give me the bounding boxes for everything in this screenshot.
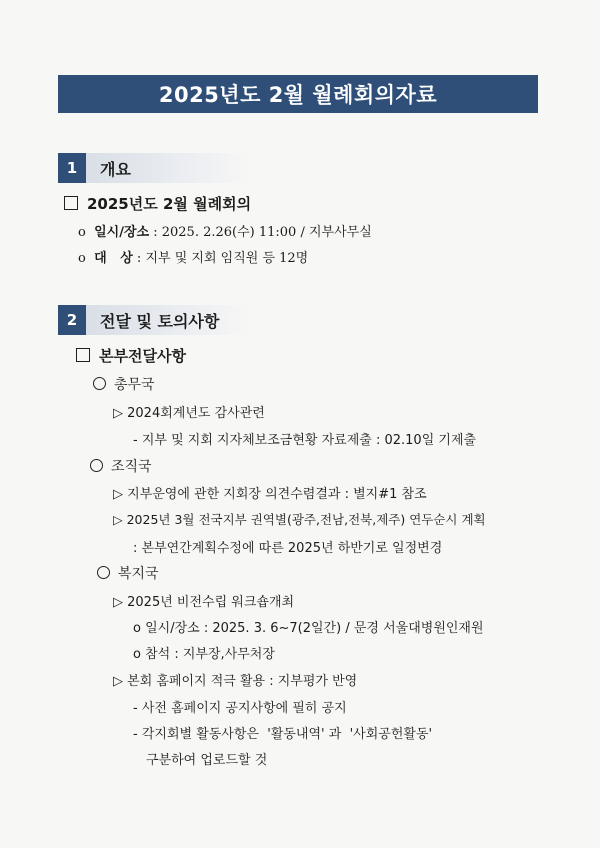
list-item: ▷ 2024회계년도 감사관련 [113,406,265,421]
list-item: ▷ 2025년 비전수립 워크숍개최 [113,595,295,610]
list-item: - 지부 및 지회 지자체보조금현황 자료제출 : 02.10일 기제출 [133,433,477,448]
list-item: o 참석 : 지부장,사무처장 [133,647,275,662]
section-title: 전달 및 토의사항 [86,305,252,335]
list-item: - 각지회별 활동사항은 '활동내역' 과 '사회공헌활동' [133,727,433,742]
document-title: 2025년도 2월 월례회의자료 [58,75,538,113]
checkbox-square-icon [76,348,90,362]
dept-general-affairs: 총무국 [93,374,155,394]
circle-bullet-icon [93,377,106,390]
list-item: 구분하여 업로드할 것 [146,753,268,768]
list-item: o 일시/장소 : 2025. 3. 6~7(2일간) / 문경 서울대병원인재원 [133,621,484,636]
overview-item-datetime: o 일시/장소 : 2025. 2.26(수) 11:00 / 지부사무실 [78,225,372,240]
circle-bullet-icon [90,459,103,472]
discussion-heading: 본부전달사항 [76,345,186,366]
circle-bullet-icon [97,566,110,579]
overview-heading: 2025년도 2월 월례회의 [64,193,251,214]
section-2-header [58,305,252,335]
list-item: ▷ 지부운영에 관한 지회장 의견수렴결과 : 별지#1 참조 [113,487,427,502]
list-item: : 본부연간계획수정에 따른 2025년 하반기로 일정변경 [133,541,443,556]
list-item: ▷ 2025년 3월 전국지부 권역별(광주,전남,전북,제주) 연두순시 계획 [113,512,486,527]
section-title: 개요 [86,153,252,183]
overview-item-target: o 대 상 : 지부 및 지회 임직원 등 12명 [78,251,309,266]
section-number: 1 [58,153,86,183]
list-item: ▷ 본회 홈페이지 적극 활용 : 지부평가 반영 [113,674,358,689]
dept-welfare: 복지국 [97,563,159,583]
section-number: 2 [58,305,86,335]
list-item: - 사전 홈페이지 공지사항에 필히 공지 [133,701,347,716]
dept-organization: 조직국 [90,456,152,476]
checkbox-square-icon [64,196,78,210]
section-1-header [58,153,252,183]
